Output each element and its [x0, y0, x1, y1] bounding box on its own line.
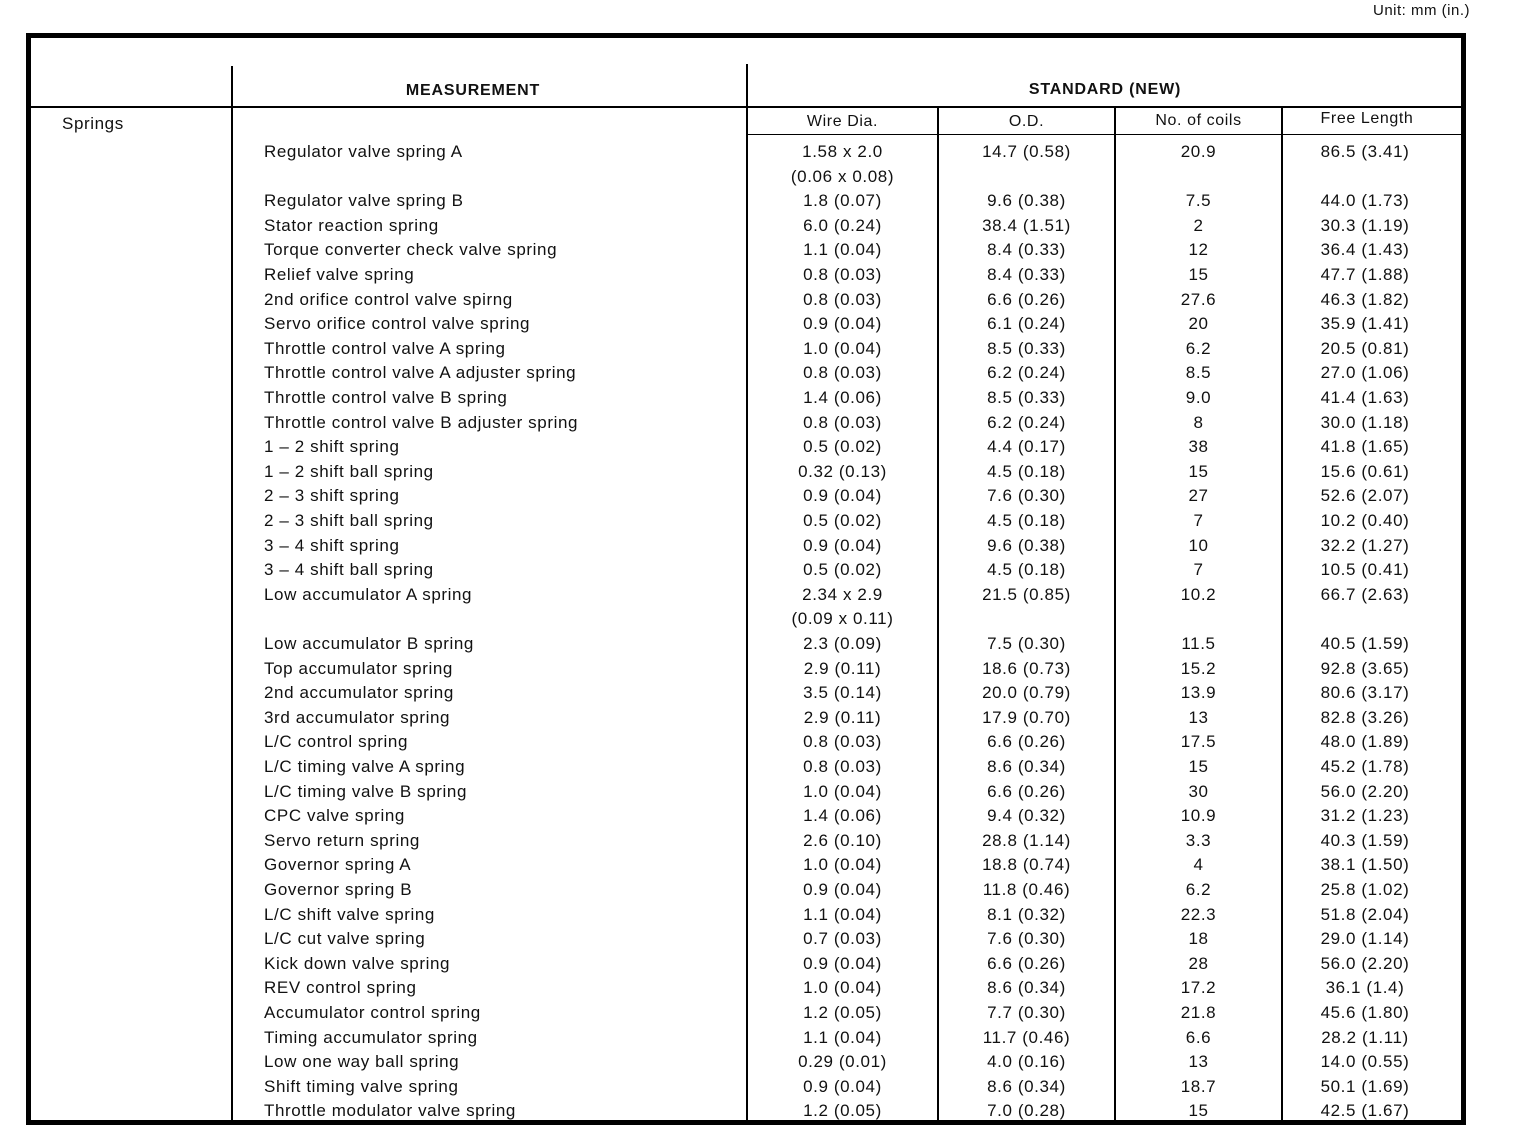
col-header-free: Free Length [1320, 110, 1414, 127]
cell-wire: 2.9 (0.11) [803, 707, 882, 727]
cell-coils: 21.8 [1180, 1003, 1217, 1022]
cell-od: 28.8 (1.14) [982, 830, 1071, 850]
cell-wire: 1.0 (0.04) [803, 338, 882, 358]
cell-name: Governor spring A [264, 855, 412, 875]
cell-coils: 6.2 [1185, 338, 1212, 358]
cell-wire-inch: (0.06 x 0.08) [790, 166, 895, 186]
cell-wire: 1.1 (0.04) [803, 904, 882, 924]
cell-od: 7.6 (0.30) [987, 929, 1066, 949]
cell-wire: 1.2 (0.05) [803, 1003, 882, 1022]
cell-wire: 1.2 (0.05) [803, 1101, 882, 1121]
cell-name: Low accumulator A spring [264, 584, 473, 604]
cell-coils: 2 [1193, 215, 1204, 235]
cell-free: 92.8 (3.65) [1320, 658, 1410, 678]
cell-od: 38.4 (1.51) [982, 215, 1071, 235]
cell-name: Torque converter check valve spring [264, 240, 558, 260]
cell-name: 3rd accumulator spring [264, 707, 451, 727]
cell-od: 7.5 (0.30) [987, 634, 1066, 653]
cell-od: 6.1 (0.24) [987, 314, 1066, 334]
category-label: Springs [62, 114, 124, 133]
cell-coils: 20.9 [1180, 142, 1217, 161]
cell-od: 4.5 (0.18) [987, 461, 1066, 481]
cell-od: 4.4 (0.17) [987, 437, 1066, 457]
cell-free: 44.0 (1.73) [1320, 191, 1410, 211]
cell-wire: 0.5 (0.02) [803, 560, 882, 580]
cell-coils: 13 [1188, 707, 1209, 727]
cell-od: 9.6 (0.38) [987, 191, 1066, 211]
subheader-divider [746, 134, 1462, 135]
cell-name: Throttle control valve B adjuster spring [264, 412, 579, 432]
cell-coils: 4 [1193, 855, 1204, 875]
cell-od: 8.6 (0.34) [987, 1076, 1066, 1096]
cell-wire: 1.0 (0.04) [803, 781, 882, 801]
cell-free: 35.9 (1.41) [1320, 314, 1410, 334]
cell-name: Top accumulator spring [264, 658, 453, 678]
cell-od: 4.5 (0.18) [987, 511, 1066, 530]
cell-coils: 7 [1193, 560, 1204, 580]
cell-name: Throttle control valve A spring [264, 338, 506, 358]
cell-name: 2 – 3 shift ball spring [264, 511, 434, 530]
cell-wire: 0.8 (0.03) [803, 289, 882, 309]
cell-name: L/C shift valve spring [264, 904, 435, 924]
cell-name: Shift timing valve spring [264, 1076, 459, 1096]
cell-coils: 18.7 [1180, 1076, 1217, 1096]
cell-name: Servo return spring [264, 830, 420, 850]
cell-coils: 17.5 [1180, 732, 1217, 752]
cell-wire: 1.1 (0.04) [803, 240, 882, 260]
cell-free: 56.0 (2.20) [1320, 953, 1410, 973]
cell-name: 3 – 4 shift spring [264, 535, 400, 555]
cell-coils: 11.5 [1181, 634, 1216, 653]
cell-name: Low accumulator B spring [264, 634, 474, 653]
cell-coils: 15 [1188, 265, 1209, 284]
cell-od: 6.2 (0.24) [987, 363, 1066, 383]
cell-wire: 0.29 (0.01) [798, 1052, 887, 1072]
cell-free: 52.6 (2.07) [1320, 486, 1410, 506]
col-header-coils: No. of coils [1155, 112, 1242, 129]
cell-free: 41.4 (1.63) [1320, 388, 1410, 407]
cell-free: 29.0 (1.14) [1320, 929, 1410, 949]
cell-free: 80.6 (3.17) [1320, 683, 1410, 703]
cell-od: 9.6 (0.38) [987, 535, 1066, 555]
cell-coils: 10.2 [1180, 584, 1217, 604]
standard-header: STANDARD (NEW) [1028, 81, 1182, 98]
cell-free: 40.3 (1.59) [1320, 830, 1410, 850]
cell-coils: 27.6 [1180, 289, 1217, 309]
cell-free: 31.2 (1.23) [1320, 806, 1410, 826]
cell-od: 8.1 (0.32) [987, 904, 1066, 924]
cell-coils: 7.5 [1185, 191, 1212, 211]
cell-wire: 0.8 (0.03) [803, 757, 882, 776]
cell-free: 48.0 (1.89) [1320, 732, 1410, 752]
cell-free: 46.3 (1.82) [1320, 289, 1410, 309]
cell-name: L/C cut valve spring [264, 929, 426, 949]
cell-wire: 0.9 (0.04) [803, 314, 882, 334]
cell-wire: 2.6 (0.10) [803, 830, 882, 850]
cell-free: 36.4 (1.43) [1320, 240, 1410, 260]
cell-wire: 2.34 x 2.9 [802, 584, 883, 604]
cell-free: 10.5 (0.41) [1320, 560, 1410, 580]
cell-name: Servo orifice control valve spring [264, 314, 531, 334]
cell-coils: 10 [1188, 535, 1209, 555]
cell-name: Timing accumulator spring [264, 1027, 478, 1047]
cell-od: 6.6 (0.26) [987, 289, 1066, 309]
cell-free: 41.8 (1.65) [1320, 437, 1410, 457]
cell-name: 1 – 2 shift spring [264, 437, 400, 457]
cell-wire: 0.7 (0.03) [803, 929, 882, 949]
cell-name: 1 – 2 shift ball spring [264, 461, 434, 481]
cell-coils: 12 [1188, 240, 1209, 260]
cell-wire: 0.9 (0.04) [803, 486, 882, 506]
cell-wire: 0.8 (0.03) [803, 363, 882, 383]
cell-od: 8.4 (0.33) [987, 265, 1066, 284]
cell-wire: 1.58 x 2.0 [802, 142, 883, 161]
cell-name: Throttle control valve A adjuster spring [264, 363, 577, 383]
cell-coils: 15 [1188, 757, 1209, 776]
cell-od: 6.6 (0.26) [987, 953, 1066, 973]
cell-coils: 7 [1193, 511, 1204, 530]
cell-name: 2nd orifice control valve spirng [264, 289, 513, 309]
cell-name: Stator reaction spring [264, 215, 439, 235]
cell-coils: 15 [1188, 1101, 1209, 1121]
cell-wire: 0.8 (0.03) [803, 265, 882, 284]
cell-wire: 1.8 (0.07) [803, 191, 882, 211]
cell-free: 27.0 (1.06) [1320, 363, 1410, 383]
unit-label: Unit: mm (in.) [1373, 2, 1470, 19]
cell-wire: 1.4 (0.06) [803, 388, 882, 407]
cell-coils: 8 [1193, 412, 1204, 432]
cell-od: 18.8 (0.74) [982, 855, 1071, 875]
cell-coils: 22.3 [1180, 904, 1217, 924]
cell-wire: 0.9 (0.04) [803, 535, 882, 555]
cell-name: Throttle control valve B spring [264, 388, 508, 407]
cell-free: 45.6 (1.80) [1320, 1003, 1410, 1022]
cell-wire: 6.0 (0.24) [803, 215, 882, 235]
cell-od: 4.0 (0.16) [987, 1052, 1066, 1072]
cell-free: 66.7 (2.63) [1320, 584, 1410, 604]
cell-free: 50.1 (1.69) [1320, 1076, 1410, 1096]
cell-name: Accumulator control spring [264, 1003, 481, 1022]
cell-name: 2 – 3 shift spring [264, 486, 400, 506]
cell-coils: 3.3 [1185, 830, 1212, 850]
cell-wire: 0.5 (0.02) [803, 437, 882, 457]
cell-name: 3 – 4 shift ball spring [264, 560, 434, 580]
cell-name: Governor spring B [264, 880, 413, 899]
cell-name: CPC valve spring [264, 806, 405, 826]
cell-free: 42.5 (1.67) [1320, 1101, 1410, 1121]
cell-free: 51.8 (2.04) [1320, 904, 1410, 924]
cell-od: 4.5 (0.18) [987, 560, 1066, 580]
cell-free: 86.5 (3.41) [1320, 142, 1410, 161]
cell-od: 7.0 (0.28) [987, 1101, 1066, 1121]
cell-wire: 0.32 (0.13) [798, 461, 887, 481]
cell-name: Regulator valve spring B [264, 191, 464, 211]
cell-free: 56.0 (2.20) [1320, 781, 1410, 801]
measurement-header: MEASUREMENT [405, 82, 541, 99]
cell-coils: 8.5 [1185, 363, 1212, 383]
cell-wire: 1.0 (0.04) [803, 855, 882, 875]
cell-name: L/C timing valve B spring [264, 781, 468, 801]
cell-od: 11.8 (0.46) [982, 880, 1071, 899]
cell-coils: 38 [1188, 437, 1209, 457]
cell-od: 17.9 (0.70) [982, 707, 1071, 727]
cell-wire: 3.5 (0.14) [803, 683, 882, 703]
cell-free: 40.5 (1.59) [1320, 634, 1410, 653]
cell-wire: 2.3 (0.09) [803, 634, 882, 653]
cell-free: 14.0 (0.55) [1320, 1052, 1410, 1072]
cell-name: L/C timing valve A spring [264, 757, 466, 776]
cell-od: 21.5 (0.85) [982, 584, 1071, 604]
cell-wire: 0.9 (0.04) [803, 1076, 882, 1096]
cell-free: 32.2 (1.27) [1320, 535, 1410, 555]
cell-name: 2nd accumulator spring [264, 683, 454, 703]
cell-name: Throttle modulator valve spring [264, 1101, 516, 1121]
col-header-od: O.D. [1008, 113, 1045, 130]
cell-coils: 20 [1188, 314, 1209, 334]
cell-wire: 0.5 (0.02) [803, 511, 882, 530]
cell-od: 6.6 (0.26) [987, 781, 1066, 801]
cell-free: 30.3 (1.19) [1320, 215, 1410, 235]
cell-coils: 13 [1188, 1052, 1209, 1072]
cell-coils: 9.0 [1185, 388, 1212, 407]
cell-od: 18.6 (0.73) [982, 658, 1071, 678]
cell-free: 25.8 (1.02) [1320, 880, 1410, 899]
cell-name: Low one way ball spring [264, 1052, 460, 1072]
cell-name: Relief valve spring [264, 265, 415, 284]
cell-wire: 0.8 (0.03) [803, 732, 882, 752]
cell-od: 8.6 (0.34) [987, 757, 1066, 776]
cell-free: 20.5 (0.81) [1320, 338, 1410, 358]
cell-free: 10.2 (0.40) [1320, 511, 1410, 530]
cell-coils: 6.2 [1185, 880, 1212, 899]
cell-coils: 30 [1188, 781, 1209, 801]
cell-od: 20.0 (0.79) [982, 683, 1071, 703]
cell-od: 8.6 (0.34) [987, 978, 1066, 998]
cell-coils: 15 [1188, 461, 1209, 481]
cell-od: 8.4 (0.33) [987, 240, 1066, 260]
cell-od: 8.5 (0.33) [987, 338, 1066, 358]
cell-od: 8.5 (0.33) [987, 388, 1066, 407]
cell-od: 7.7 (0.30) [987, 1003, 1066, 1022]
cell-wire-inch: (0.09 x 0.11) [791, 609, 894, 629]
cell-free: 28.2 (1.11) [1321, 1027, 1409, 1047]
cell-coils: 17.2 [1180, 978, 1217, 998]
cell-coils: 28 [1188, 953, 1209, 973]
cell-wire: 1.0 (0.04) [803, 978, 882, 998]
cell-coils: 15.2 [1180, 658, 1217, 678]
col-divider-free [1281, 108, 1283, 1122]
cell-free: 47.7 (1.88) [1320, 265, 1410, 284]
cell-free: 38.1 (1.50) [1320, 855, 1410, 875]
cell-free: 30.0 (1.18) [1320, 412, 1410, 432]
cell-free: 82.8 (3.26) [1320, 707, 1410, 727]
cell-name: Kick down valve spring [264, 953, 451, 973]
cell-coils: 10.9 [1180, 806, 1217, 826]
cell-od: 11.7 (0.46) [982, 1027, 1071, 1047]
cell-name: L/C control spring [264, 732, 409, 752]
cell-name: REV control spring [264, 978, 417, 998]
cell-free: 36.1 (1.4) [1325, 978, 1405, 998]
cell-od: 7.6 (0.30) [987, 486, 1066, 506]
cell-od: 6.2 (0.24) [987, 412, 1066, 432]
cell-wire: 1.4 (0.06) [803, 806, 882, 826]
col-divider-measurement [231, 66, 233, 1122]
cell-coils: 27 [1188, 486, 1209, 506]
cell-wire: 2.9 (0.11) [803, 658, 882, 678]
col-header-wire: Wire Dia. [806, 113, 879, 130]
cell-name: Regulator valve spring A [264, 142, 463, 161]
cell-wire: 0.9 (0.04) [803, 880, 882, 899]
cell-coils: 6.6 [1185, 1027, 1212, 1047]
cell-od: 6.6 (0.26) [987, 732, 1066, 752]
cell-free: 15.6 (0.61) [1320, 461, 1410, 481]
cell-wire: 0.8 (0.03) [803, 412, 882, 432]
cell-coils: 13.9 [1180, 683, 1217, 703]
cell-coils: 18 [1188, 929, 1209, 949]
cell-od: 9.4 (0.32) [987, 806, 1066, 826]
cell-free: 45.2 (1.78) [1320, 757, 1410, 776]
cell-wire: 1.1 (0.04) [803, 1027, 882, 1047]
cell-od: 14.7 (0.58) [982, 142, 1071, 161]
cell-wire: 0.9 (0.04) [803, 953, 882, 973]
